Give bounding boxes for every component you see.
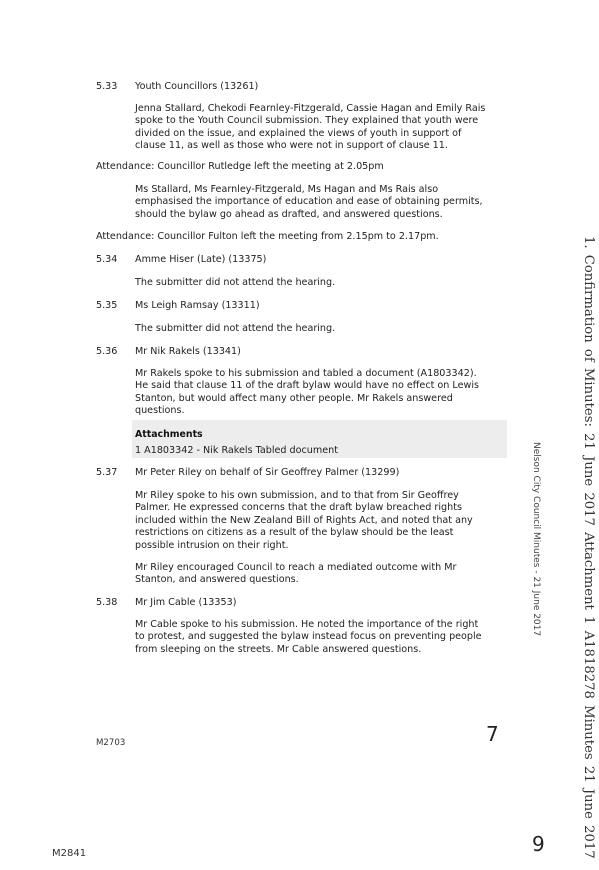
inner-page-number: 7 [486,722,499,746]
attachment-link[interactable]: 1 A1803342 - Nik Rakels Tabled document [135,445,338,456]
attendance-note: Attendance: Councillor Rutledge left the meeting at 2.05pm [96,161,384,172]
paragraph: The submitter did not attend the hearing. [135,277,336,288]
paragraph: Mr Riley encouraged Council to reach a mediated outcome with Mr Stanton, and answered questions. [135,562,457,586]
section-heading: Ms Leigh Ramsay (13311) [135,300,260,311]
section-number: 5.33 [96,81,118,92]
section-number: 5.35 [96,300,118,311]
section-heading: Amme Hiser (Late) (13375) [135,254,267,265]
section-number: 5.36 [96,346,118,357]
section-heading: Mr Nik Rakels (13341) [135,346,241,357]
section-number: 5.34 [96,254,118,265]
paragraph: Ms Stallard, Ms Fearnley-Fitzgerald, Ms Hagan and Ms Rais also emphasised the importance of education and ease of obtaining permits, should the bylaw go ahead as drafted, and answered questions. [135,184,483,220]
paragraph: Mr Rakels spoke to his submission and tabled a document (A1803342). He said that clause 11 of the draft bylaw would have no effect on Lewis Stanton, but would affect many other people. Mr Rakels answered questions. [135,368,479,417]
paragraph: The submitter did not attend the hearing. [135,323,336,334]
outer-page-number: 9 [532,832,545,856]
section-heading: Mr Peter Riley on behalf of Sir Geoffrey Palmer (13299) [135,467,400,478]
paragraph: Mr Riley spoke to his own submission, and to that from Sir Geoffrey Palmer. He expressed concerns that the draft bylaw breached rights included within the New Zealand Bill of Rights Act, and noted that any restrictions on citizens as a result of the bylaw should be the least possible intrusion on their right. [135,490,473,551]
attendance-note: Attendance: Councillor Fulton left the meeting from 2.15pm to 2.17pm. [96,231,439,242]
paragraph: Mr Cable spoke to his submission. He noted the importance of the right to protest, and suggested the bylaw instead focus on preventing people from sleeping on the streets. Mr Cable answered questions. [135,619,482,655]
attachments-title: Attachments [135,429,203,440]
section-heading: Youth Councillors (13261) [135,81,259,92]
section-number: 5.37 [96,467,118,478]
outer-footer-code: M2841 [52,848,87,859]
inner-footer-code: M2703 [96,738,126,748]
paragraph: Jenna Stallard, Chekodi Fearnley-Fitzgerald, Cassie Hagan and Emily Rais spoke to the Youth Council submission. They explained that youth were divided on the issue, and explained the views of youth in support of clause 11, as well as those who were not in support of clause 11. [135,103,486,152]
inner-side-label: Nelson City Council Minutes - 21 June 2017 [531,442,541,637]
outer-side-label: 1. Confirmation of Minutes: 21 June 2017 Attachment 1 A1818278 Minutes 21 June 2017 [581,236,596,859]
section-heading: Mr Jim Cable (13353) [135,597,237,608]
section-number: 5.38 [96,597,118,608]
